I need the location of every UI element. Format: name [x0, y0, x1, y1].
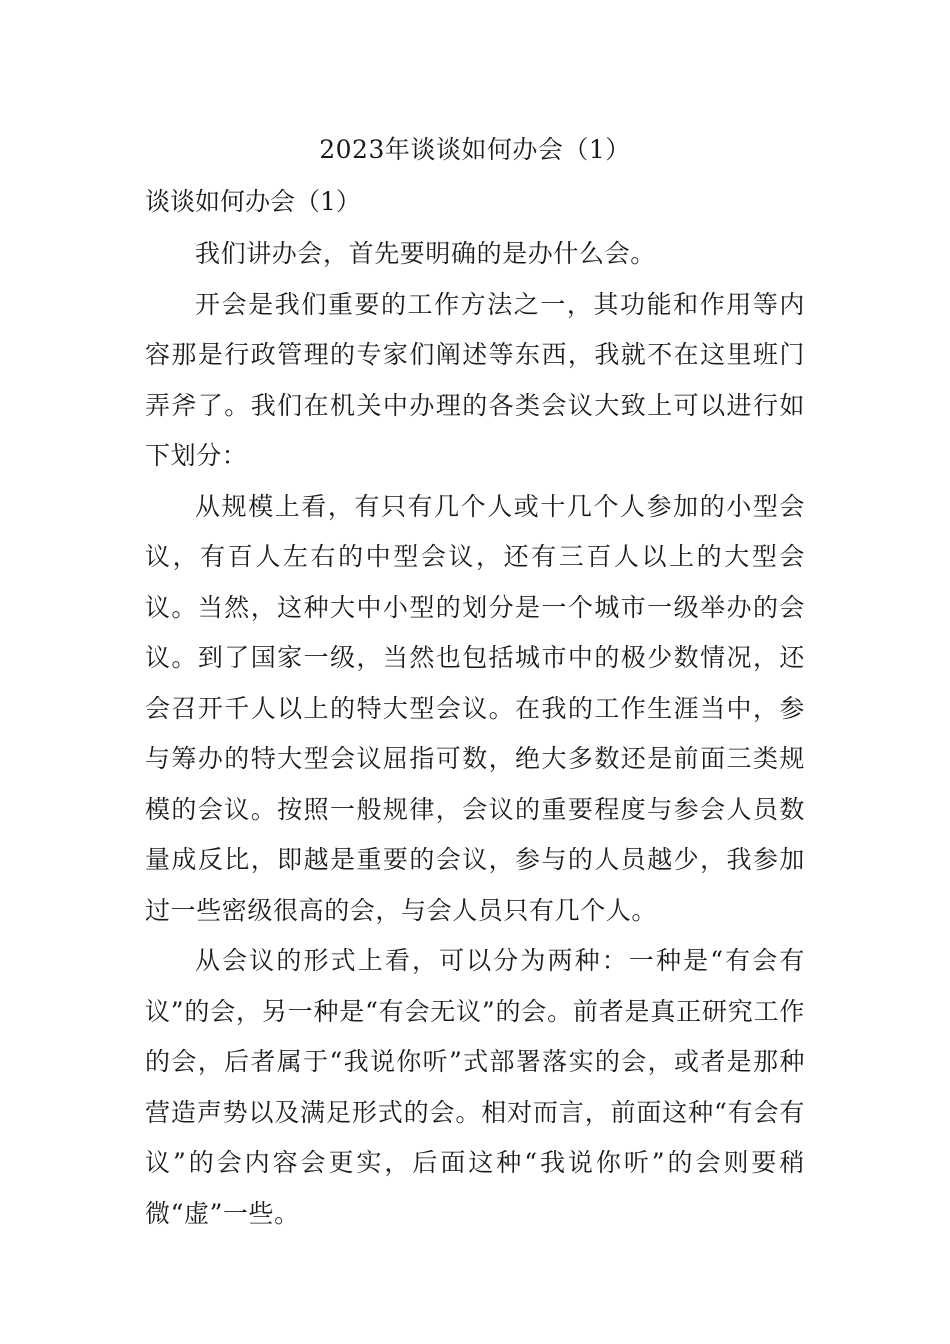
paragraph: 从会议的形式上看，可以分为两种：一种是“有会有议”的会，另一种是“有会无议”的会。前者是真正研究工作的会，后者属于“我说你听”式部署落实的会，或者是那种营造声势以及满足形式的会。相对而言，前面这种“有会有议”的会内容会更实，后面这种“我说你听”的会则要稍微“虚”一些。 — [145, 946, 805, 1228]
paragraph: 从规模上看，有只有几个人或十几个人参加的小型会议，有百人左右的中型会议，还有三百人以上的大型会议。当然，这种大中小型的划分是一个城市一级举办的会议。到了国家一级，当然也包括城市中的极少数情况，还会召开千人以上的特大型会议。在我的工作生涯当中，参与筹办的特大型会议屈指可数，绝大多数还是前面三类规模的会议。按照一般规律，会议的重要程度与参会人员数量成反比，即越是重要的会议，参与的人员越少，我参加过一些密级很高的会，与会人员只有几个人。 — [145, 491, 805, 925]
paragraph: 开会是我们重要的工作方法之一，其功能和作用等内容那是行政管理的专家们阐述等东西，我就不在这里班门弄斧了。我们在机关中办理的各类会议大致上可以进行如下划分： — [145, 289, 805, 470]
document-title: 2023年谈谈如何办会（1） — [319, 135, 631, 164]
document-subtitle: 谈谈如何办会（1） — [145, 187, 361, 216]
paragraph: 我们讲办会，首先要明确的是办什么会。 — [195, 239, 656, 268]
document-body — [145, 229, 805, 1239]
